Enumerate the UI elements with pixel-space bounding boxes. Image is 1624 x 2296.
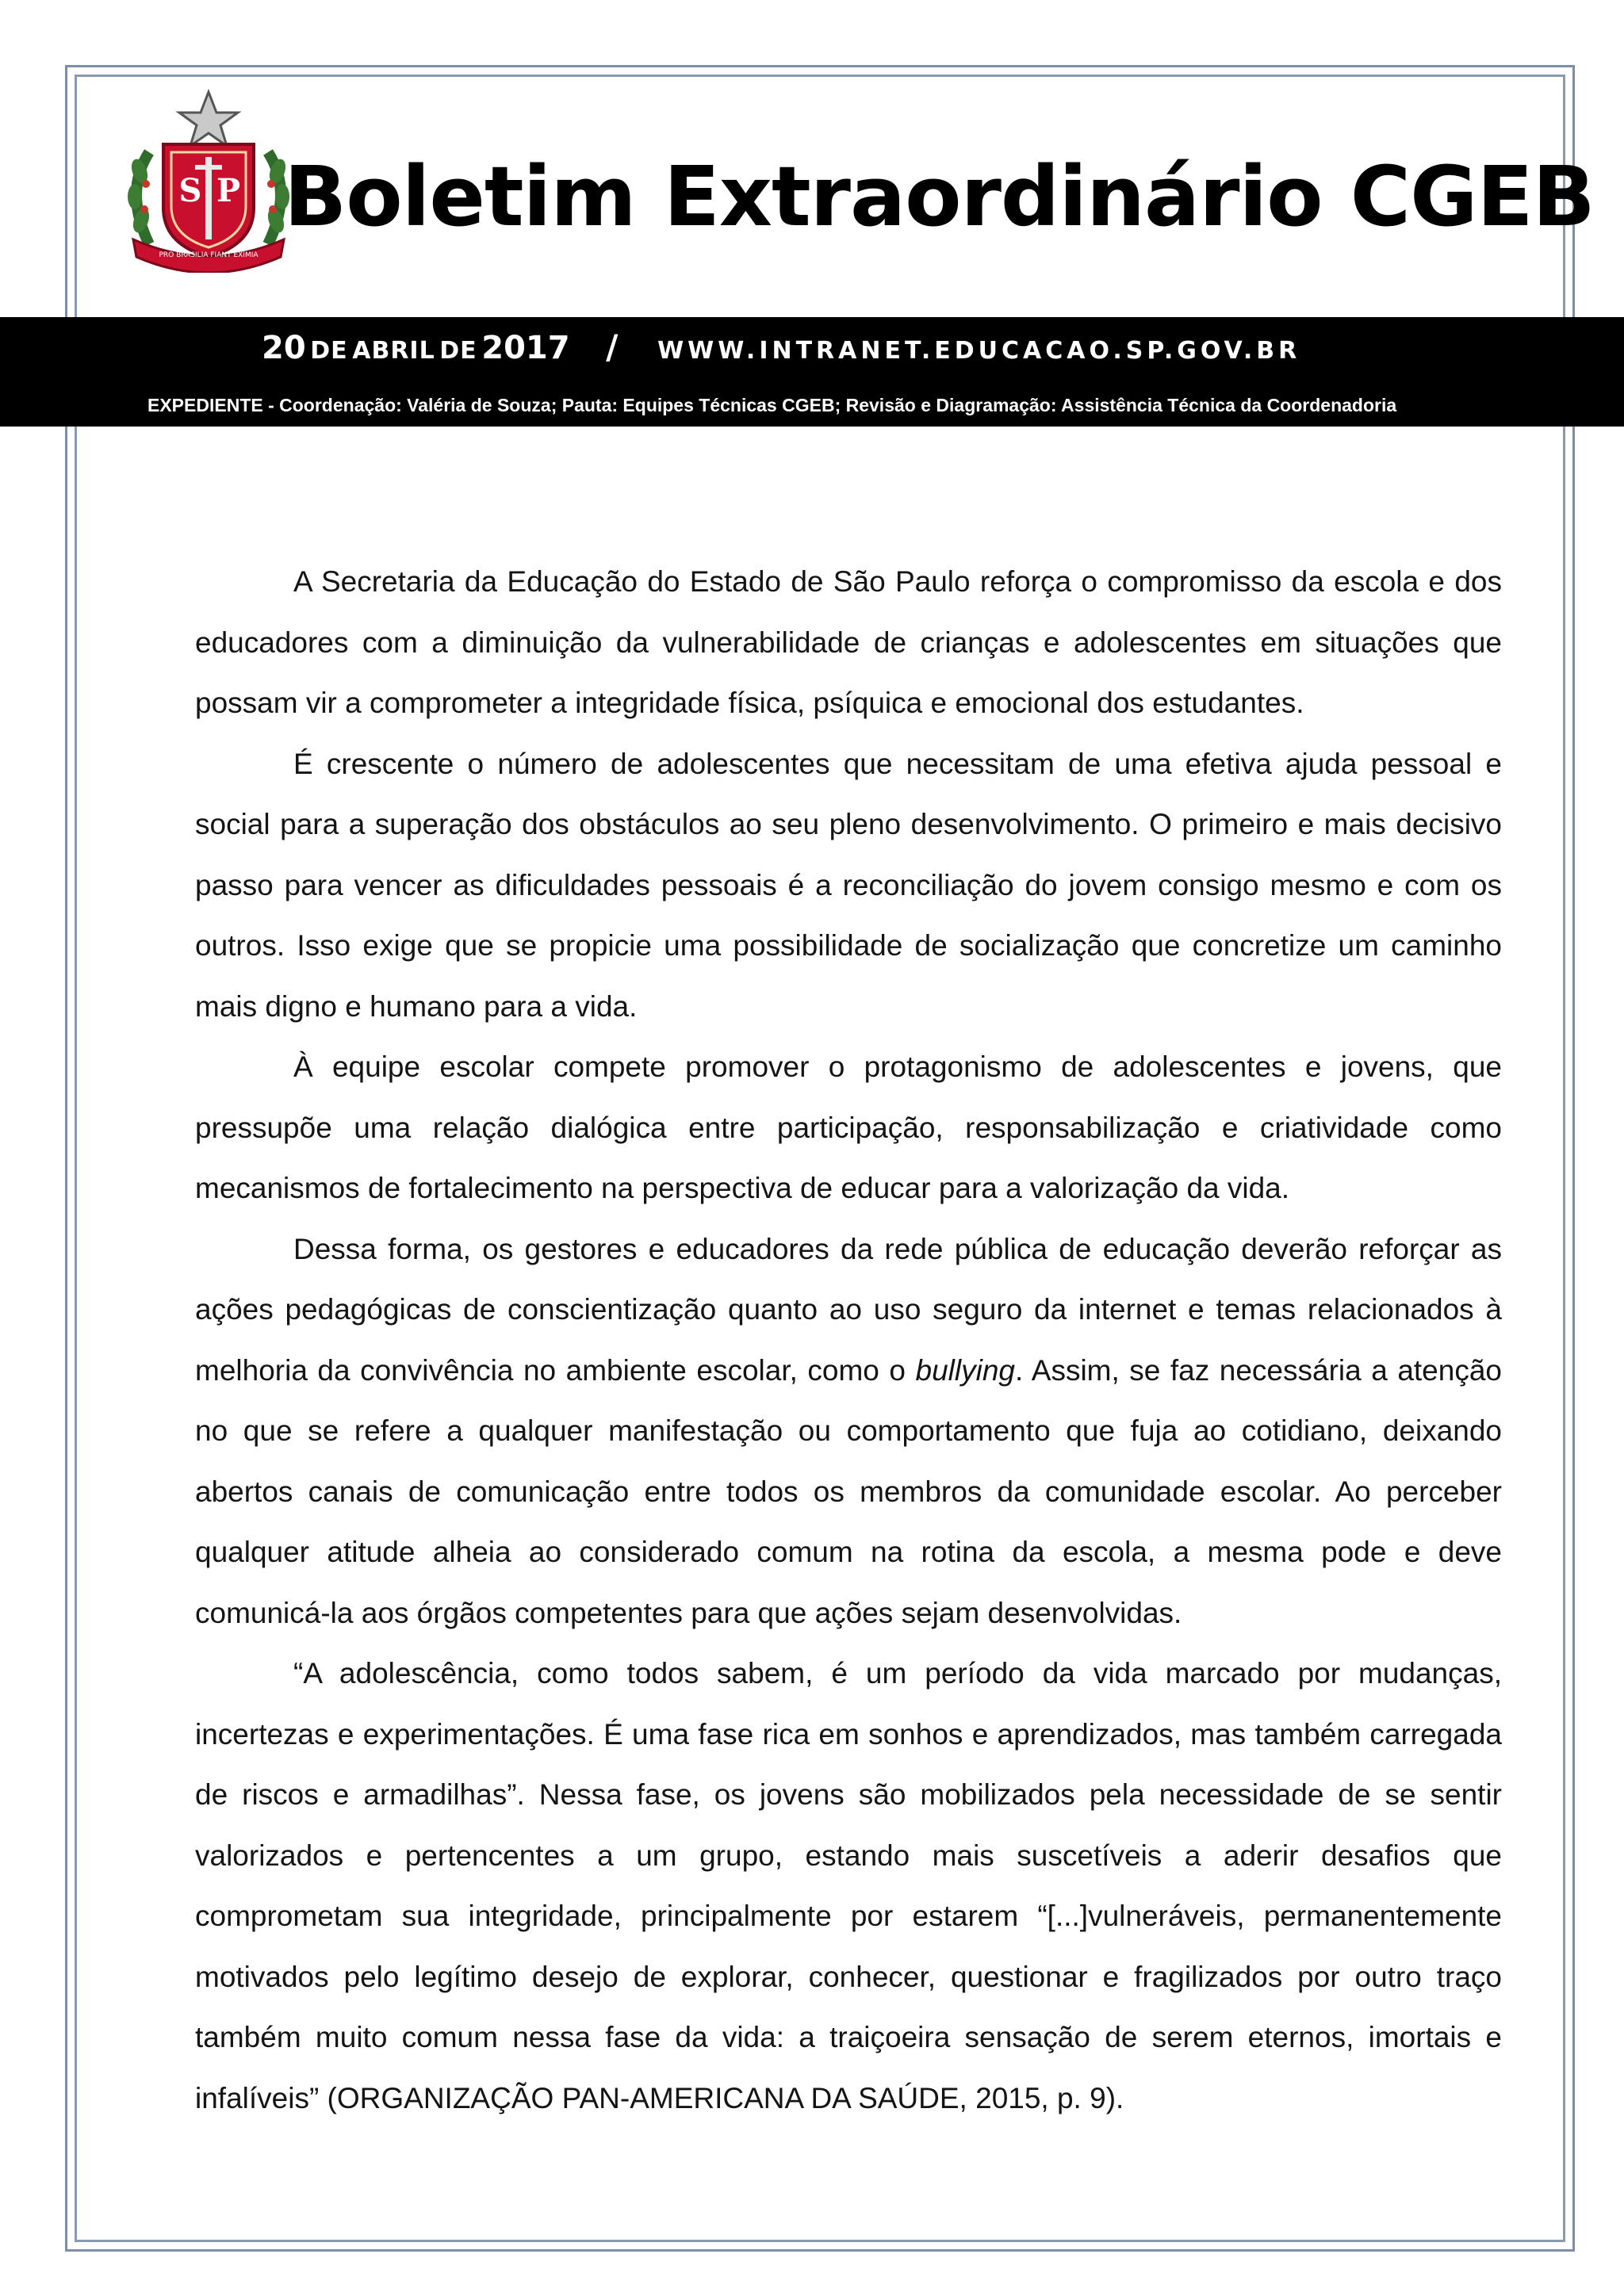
expediente-text: EXPEDIENTE - Coordenação: Valéria de Souza; Pauta: Equipes Técnicas CGEB; Revisão e Diagramação: Assistência Técnica da Coordenadoria <box>147 395 1397 415</box>
svg-text:PRO BRASILIA FIANT EXIMIA: PRO BRASILIA FIANT EXIMIA <box>159 251 259 259</box>
bulletin-body <box>195 552 1502 2129</box>
date-de: DE <box>439 337 477 365</box>
paragraph-4-text-a: Dessa forma, os gestores e educadores da rede pública de educação deverão reforçar as ações pedagógicas de conscientização quanto ao uso seguro da internet e temas relacionados à melhoria da convivência no ambiente escolar, como o <box>195 1232 1502 1387</box>
bullying-term: bullying <box>915 1353 1015 1387</box>
date-separator: / <box>606 327 619 366</box>
intranet-url: WWW.INTRANET.EDUCACAO.SP.GOV.BR <box>657 337 1301 365</box>
body-paragraph-4 <box>195 1219 1502 1644</box>
date-line <box>262 327 1300 375</box>
paragraph-4-text-b: . Assim, se faz necessária a atenção no que se refere a qualquer manifestação ou comportamento que fuja ao cotidiano, deixando abertos canais de comunicação entre todos os membros da comunidade escolar. Ao perceber qualquer atitude alheia ao considerado comum na rotina da escola, a mesma pode e deve comunicá-la aos órgãos competentes para que ações sejam desenvolvidas. <box>195 1353 1502 1629</box>
crest-letter-s: S <box>178 172 202 209</box>
body-paragraph-2: É crescente o número de adolescentes que necessitam de uma efetiva ajuda pessoal e social para a superação dos obstáculos ao seu pleno desenvolvimento. O primeiro e mais decisivo passo para vencer as dificuldades pessoais é a reconciliação do jovem consigo mesmo e com os outros. Isso exige que se propicie uma possibilidade de socialização que concretize um caminho mais digno e humano para a vida. <box>195 747 1502 1023</box>
body-paragraph-3: À equipe escolar compete promover o protagonismo de adolescentes e jovens, que pressupõe uma relação dialógica entre participação, responsabilização e criatividade como mecanismos de fortalecimento na perspectiva de educar para a valorização da vida. <box>195 1050 1502 1204</box>
date-url-band <box>0 317 1624 371</box>
date-month: ABRIL <box>352 337 435 365</box>
date-de: DE <box>310 337 348 365</box>
expediente-band <box>0 371 1624 427</box>
date-day: 20 <box>262 330 306 366</box>
body-paragraph-5: “A adolescência, como todos sabem, é um período da vida marcado por mudanças, incertezas e experimentações. É uma fase rica em sonhos e aprendizados, mas também carregada de riscos e armadilhas”. Nessa fase, os jovens são mobilizados pela necessidade de se sentir valorizados e pertencentes a um grupo, estando mais suscetíveis a aderir desafios que comprometam sua integridade, principalmente por estarem “[...]vulneráveis, permanentemente motivados pelo legítimo desejo de explorar, conhecer, questionar e fragilizados por outro traço também muito comum nessa fase da vida: a traiçoeira sensação de serem eternos, imortais e infalíveis” (ORGANIZAÇÃO PAN-AMERICANA DA SAÚDE, 2015, p. 9). <box>195 1657 1502 2114</box>
bulletin-title: Boletim Extraordinário CGEB <box>284 148 1595 245</box>
sao-paulo-coat-of-arms-icon <box>117 89 300 273</box>
body-paragraph-1: A Secretaria da Educação do Estado de São Paulo reforça o compromisso da escola e dos educadores com a diminuição da vulnerabilidade de crianças e adolescentes em situações que possam vir a comprometer a integridade física, psíquica e emocional dos estudantes. <box>195 565 1502 719</box>
date-year: 2017 <box>481 330 570 366</box>
crest-letter-p: P <box>216 172 241 209</box>
